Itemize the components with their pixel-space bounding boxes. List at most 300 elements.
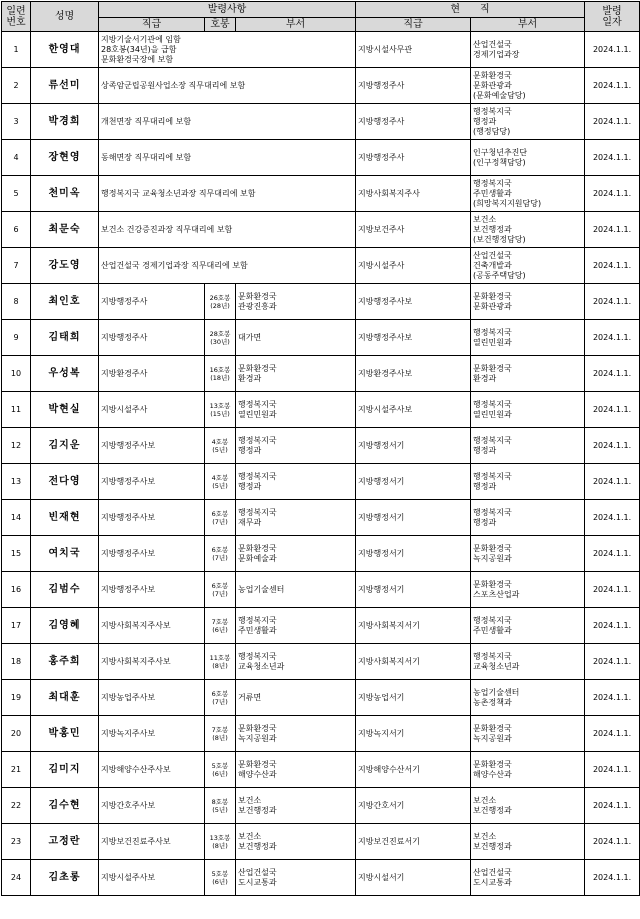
appointment-step-line: 5호봉 [211, 761, 229, 770]
current-dept-line: 행정과 [473, 116, 497, 126]
current-rank: 지방사회복지주사 [356, 176, 471, 212]
appointment-dept-line: 문화예술과 [238, 553, 277, 563]
person-name: 우성복 [31, 356, 99, 392]
current-rank: 지방행정주사보 [356, 284, 471, 320]
current-dept-line: 행정복지국 [473, 471, 512, 481]
appointment-step-line: (7년) [212, 553, 228, 562]
current-dept [471, 284, 585, 320]
table-row [2, 500, 640, 536]
appointment-dept [236, 716, 356, 752]
row-number: 18 [2, 644, 31, 680]
appointment-dept-line: 환경과 [238, 373, 262, 383]
appointment-date: 2024.1.1. [585, 860, 640, 896]
appointment-dept-line: 문화환경국 [238, 759, 277, 769]
current-dept-line: 스포츠산업과 [473, 589, 520, 599]
current-dept-line: 행정복지국 [473, 651, 512, 661]
current-dept-line: 산업건설국 [473, 39, 512, 49]
current-dept-line: (행정담당) [473, 126, 511, 136]
appointment-step-line: 6호봉 [211, 581, 229, 590]
appointment-rank [99, 392, 205, 428]
current-dept-line: 보건소 [473, 795, 497, 805]
person-name: 천미옥 [31, 176, 99, 212]
appointment-step-line: 7호봉 [211, 725, 229, 734]
appointment-step-line: (8년) [212, 661, 228, 670]
current-dept-line: 행정복지국 [473, 507, 512, 517]
appointment-step-line: (30년) [210, 337, 230, 346]
appointment-step-line: 5호봉 [211, 869, 229, 878]
row-number: 24 [2, 860, 31, 896]
person-name: 최문숙 [31, 212, 99, 248]
person-name: 최인호 [31, 284, 99, 320]
current-dept [471, 824, 585, 860]
row-number: 17 [2, 608, 31, 644]
table-row [2, 32, 640, 68]
appointment-rank [99, 644, 205, 680]
appointment-dept-line: 행정복지국 [238, 435, 277, 445]
row-number: 21 [2, 752, 31, 788]
current-dept-line: 건축개발과 [473, 260, 512, 270]
appointment-rank [99, 500, 205, 536]
appointment-step [205, 320, 236, 356]
appointment-rank [99, 284, 205, 320]
current-rank: 지방농업서기 [356, 680, 471, 716]
current-dept [471, 140, 585, 176]
row-number: 16 [2, 572, 31, 608]
appointment-dept-line: 문화환경국 [238, 723, 277, 733]
table-row [2, 176, 640, 212]
appointment-step [205, 392, 236, 428]
appointment-step-line: 8호봉 [211, 797, 229, 806]
appointment-dept [236, 824, 356, 860]
appointment-step-line: 13호봉 [209, 833, 231, 842]
appointment-rank-line: 지방농업주사보 [101, 692, 156, 702]
person-name: 김영혜 [31, 608, 99, 644]
table-row [2, 536, 640, 572]
appointment-date: 2024.1.1. [585, 284, 640, 320]
current-dept [471, 248, 585, 284]
current-dept-line: 행정과 [473, 445, 497, 455]
current-dept-line: 교육청소년과 [473, 661, 520, 671]
row-number: 22 [2, 788, 31, 824]
appointment-step [205, 608, 236, 644]
row-number: 11 [2, 392, 31, 428]
current-dept-line: 보건행정과 [473, 841, 512, 851]
current-dept [471, 608, 585, 644]
table-header [2, 2, 640, 32]
current-dept-line: 주민생활과 [473, 625, 512, 635]
appointment-rank-line: 지방사회복지주사보 [101, 656, 171, 666]
appointment-dept-line: 해양수산과 [238, 769, 277, 779]
appointment-step-line: (5년) [212, 805, 228, 814]
appointment-dept [236, 752, 356, 788]
appointment-dept-line: 행정복지국 [238, 651, 277, 661]
table-row [2, 716, 640, 752]
current-dept-line: 해양수산과 [473, 769, 512, 779]
table-row [2, 788, 640, 824]
appointment-dept-line: 문화환경국 [238, 291, 277, 301]
appointment-rank-line: 지방시설주사 [101, 404, 148, 414]
appointment-text-line: 상족암군립공원사업소장 직무대리에 보함 [101, 80, 246, 90]
appointment-step-line: (15년) [210, 409, 230, 418]
appointment-rank-line: 지방행정주사보 [101, 440, 156, 450]
personnel-appointment-table [1, 1, 640, 896]
person-name: 박경희 [31, 104, 99, 140]
appointment-dept-line: 도시교통과 [238, 877, 277, 887]
appointment-step-line: (7년) [212, 517, 228, 526]
current-dept-line: (문화예술담당) [473, 90, 526, 100]
current-dept-line: 행정복지국 [473, 178, 512, 188]
current-dept-line: 보건행정과 [473, 224, 512, 234]
appointment-rank-line: 지방행정주사 [101, 332, 148, 342]
appointment-rank-line: 지방환경주사 [101, 368, 148, 378]
current-dept-line: 행정복지국 [473, 615, 512, 625]
current-dept [471, 68, 585, 104]
row-number: 1 [2, 32, 31, 68]
appointment-step-line: (6년) [212, 877, 228, 886]
current-dept-line: 행정과 [473, 481, 497, 491]
appointment-date: 2024.1.1. [585, 572, 640, 608]
appointment-rank [99, 680, 205, 716]
table-row [2, 752, 640, 788]
current-rank: 지방행정서기 [356, 572, 471, 608]
appointment-text [99, 32, 356, 68]
header-name: 성명 [31, 2, 99, 32]
current-dept-line: 인구청년추진단 [473, 147, 528, 157]
person-name: 여치국 [31, 536, 99, 572]
current-dept-line: 환경과 [473, 373, 497, 383]
current-dept [471, 176, 585, 212]
row-number: 2 [2, 68, 31, 104]
appointment-dept-line: 주민생활과 [238, 625, 277, 635]
current-dept [471, 464, 585, 500]
row-number: 9 [2, 320, 31, 356]
appointment-date: 2024.1.1. [585, 32, 640, 68]
current-dept-line: 문화환경국 [473, 759, 512, 769]
row-number: 4 [2, 140, 31, 176]
appointment-text [99, 248, 356, 284]
current-rank: 지방녹지서기 [356, 716, 471, 752]
person-name: 박현실 [31, 392, 99, 428]
appointment-date: 2024.1.1. [585, 176, 640, 212]
appointment-rank-line: 지방사회복지주사보 [101, 620, 171, 630]
appointment-date: 2024.1.1. [585, 140, 640, 176]
appointment-date: 2024.1.1. [585, 536, 640, 572]
appointment-dept [236, 860, 356, 896]
header-current-dept: 부서 [471, 18, 585, 32]
appointment-rank [99, 464, 205, 500]
appointment-text-line: 문화환경국장에 보함 [101, 54, 174, 64]
current-dept [471, 788, 585, 824]
current-rank: 지방환경주사보 [356, 356, 471, 392]
appointment-date: 2024.1.1. [585, 464, 640, 500]
person-name: 한영대 [31, 32, 99, 68]
current-dept-line: 도시교통과 [473, 877, 512, 887]
current-dept-line: (희망복지지원담당) [473, 198, 542, 208]
current-dept [471, 680, 585, 716]
appointment-date: 2024.1.1. [585, 824, 640, 860]
current-dept-line: 문화환경국 [473, 70, 512, 80]
current-dept [471, 428, 585, 464]
appointment-step [205, 824, 236, 860]
appointment-dept-line: 녹지공원과 [238, 733, 277, 743]
current-dept [471, 860, 585, 896]
appointment-date: 2024.1.1. [585, 788, 640, 824]
current-dept-line: 농촌정책과 [473, 697, 512, 707]
table-body [2, 32, 640, 896]
row-number: 20 [2, 716, 31, 752]
current-rank: 지방행정서기 [356, 500, 471, 536]
appointment-text-line: 산업건설국 경제기업과장 직무대리에 보함 [101, 260, 248, 270]
appointment-rank-line: 지방녹지주사보 [101, 728, 156, 738]
current-dept-line: (보건행정담당) [473, 234, 526, 244]
appointment-date: 2024.1.1. [585, 752, 640, 788]
current-dept [471, 644, 585, 680]
appointment-rank-line: 지방해양수산주사보 [101, 764, 171, 774]
current-rank: 지방해양수산서기 [356, 752, 471, 788]
person-name: 고정란 [31, 824, 99, 860]
appointment-rank [99, 320, 205, 356]
appointment-rank-line: 지방행정주사보 [101, 512, 156, 522]
appointment-dept-line: 관광진흥과 [238, 301, 277, 311]
current-dept-line: 열린민원과 [473, 409, 512, 419]
appointment-dept [236, 392, 356, 428]
appointment-dept-line: 거류면 [238, 692, 262, 702]
appointment-rank-line: 지방행정주사보 [101, 584, 156, 594]
current-dept [471, 104, 585, 140]
appointment-text-line: 개천면장 직무대리에 보함 [101, 116, 192, 126]
appointment-step [205, 500, 236, 536]
appointment-step [205, 680, 236, 716]
person-name: 장현영 [31, 140, 99, 176]
appointment-step-line: 11호봉 [209, 653, 231, 662]
appointment-step-line: 28호봉 [209, 329, 231, 338]
current-dept-line: 문화환경국 [473, 543, 512, 553]
header-rank: 직급 [99, 18, 205, 32]
appointment-dept [236, 680, 356, 716]
appointment-step-line: (6년) [212, 625, 228, 634]
appointment-dept-line: 행정과 [238, 445, 262, 455]
current-dept [471, 500, 585, 536]
header-dept: 부서 [236, 18, 356, 32]
appointment-step [205, 428, 236, 464]
table-row [2, 140, 640, 176]
person-name: 박홍민 [31, 716, 99, 752]
current-dept-line: (인구정책담당) [473, 157, 526, 167]
current-rank: 지방행정주사 [356, 68, 471, 104]
current-rank: 지방간호서기 [356, 788, 471, 824]
current-rank: 지방행정주사보 [356, 320, 471, 356]
table-row [2, 320, 640, 356]
current-dept-line: (공동주택담당) [473, 270, 526, 280]
table-row [2, 644, 640, 680]
appointment-rank [99, 572, 205, 608]
appointment-dept-line: 열린민원과 [238, 409, 277, 419]
row-number: 12 [2, 428, 31, 464]
appointment-text [99, 68, 356, 104]
current-rank: 지방행정서기 [356, 464, 471, 500]
current-rank: 지방보건진료서기 [356, 824, 471, 860]
table-row [2, 284, 640, 320]
appointment-dept [236, 500, 356, 536]
appointment-text-line: 지방기술서기관에 임함 [101, 34, 181, 44]
appointment-date: 2024.1.1. [585, 104, 640, 140]
current-dept [471, 212, 585, 248]
appointment-step [205, 644, 236, 680]
table-row [2, 608, 640, 644]
person-name: 김미지 [31, 752, 99, 788]
appointment-rank-line: 지방간호주사보 [101, 800, 156, 810]
appointment-date: 2024.1.1. [585, 68, 640, 104]
appointment-rank [99, 716, 205, 752]
row-number: 23 [2, 824, 31, 860]
row-number: 19 [2, 680, 31, 716]
current-rank: 지방사회복지서기 [356, 608, 471, 644]
appointment-dept [236, 320, 356, 356]
current-dept [471, 32, 585, 68]
appointment-dept-line: 농업기술센터 [238, 584, 285, 594]
current-rank: 지방행정서기 [356, 536, 471, 572]
appointment-step [205, 788, 236, 824]
appointment-date: 2024.1.1. [585, 212, 640, 248]
appointment-dept-line: 보건행정과 [238, 841, 277, 851]
person-name: 빈재현 [31, 500, 99, 536]
table-row [2, 824, 640, 860]
table-row [2, 680, 640, 716]
appointment-dept [236, 356, 356, 392]
appointment-dept [236, 284, 356, 320]
appointment-dept-line: 교육청소년과 [238, 661, 285, 671]
header-no: 일련 번호 [2, 2, 31, 32]
appointment-step-line: 6호봉 [211, 545, 229, 554]
appointment-date: 2024.1.1. [585, 644, 640, 680]
person-name: 김초롱 [31, 860, 99, 896]
appointment-step-line: (18년) [210, 373, 230, 382]
current-rank: 지방시설사무관 [356, 32, 471, 68]
appointment-rank [99, 824, 205, 860]
appointment-rank-line: 지방시설주사보 [101, 872, 156, 882]
appointment-step [205, 356, 236, 392]
current-dept-line: 문화환경국 [473, 363, 512, 373]
current-rank: 지방사회복지서기 [356, 644, 471, 680]
person-name: 김범수 [31, 572, 99, 608]
person-name: 최대훈 [31, 680, 99, 716]
current-dept-line: 행정복지국 [473, 327, 512, 337]
current-dept-line: 산업건설국 [473, 250, 512, 260]
appointment-dept [236, 536, 356, 572]
current-dept [471, 716, 585, 752]
row-number: 6 [2, 212, 31, 248]
current-rank: 지방행정주사 [356, 104, 471, 140]
current-rank: 지방행정서기 [356, 428, 471, 464]
current-dept-line: 문화관광과 [473, 80, 512, 90]
current-dept-line: 행정복지국 [473, 106, 512, 116]
appointment-step [205, 716, 236, 752]
current-dept [471, 320, 585, 356]
appointment-step-line: (8년) [212, 841, 228, 850]
appointment-step-line: (5년) [212, 481, 228, 490]
appointment-dept [236, 572, 356, 608]
appointment-dept [236, 644, 356, 680]
appointment-dept-line: 산업건설국 [238, 867, 277, 877]
current-dept [471, 356, 585, 392]
appointment-step-line: (8년) [212, 733, 228, 742]
appointment-step-line: 16호봉 [209, 365, 231, 374]
current-dept-line: 문화환경국 [473, 579, 512, 589]
appointment-dept-line: 행정복지국 [238, 615, 277, 625]
current-dept-line: 보건소 [473, 831, 497, 841]
current-dept [471, 536, 585, 572]
appointment-rank [99, 860, 205, 896]
current-dept-line: 문화환경국 [473, 723, 512, 733]
current-dept-line: 문화환경국 [473, 291, 512, 301]
row-number: 10 [2, 356, 31, 392]
current-dept-line: 행정과 [473, 517, 497, 527]
appointment-step [205, 536, 236, 572]
appointment-dept-line: 행정복지국 [238, 507, 277, 517]
appointment-rank [99, 536, 205, 572]
person-name: 김지운 [31, 428, 99, 464]
table-row [2, 212, 640, 248]
appointment-dept [236, 428, 356, 464]
appointment-text-line: 28호봉(34년)을 급함 [101, 44, 177, 54]
person-name: 김태희 [31, 320, 99, 356]
table-row [2, 464, 640, 500]
appointment-step-line: 4호봉 [211, 437, 229, 446]
current-rank: 지방시설서기 [356, 860, 471, 896]
appointment-step-line: 7호봉 [211, 617, 229, 626]
current-dept-line: 보건소 [473, 214, 497, 224]
current-dept-line: 녹지공원과 [473, 553, 512, 563]
row-number: 15 [2, 536, 31, 572]
row-number: 13 [2, 464, 31, 500]
appointment-rank [99, 608, 205, 644]
appointment-date: 2024.1.1. [585, 716, 640, 752]
person-name: 전다영 [31, 464, 99, 500]
table-row [2, 104, 640, 140]
appointment-step-line: (6년) [212, 769, 228, 778]
appointment-text-line: 행정복지국 교육청소년과장 직무대리에 보함 [101, 188, 256, 198]
appointment-dept-line: 보건소 [238, 795, 262, 805]
appointment-dept-line: 대가면 [238, 332, 262, 342]
appointment-dept-line: 행정복지국 [238, 399, 277, 409]
row-number: 3 [2, 104, 31, 140]
current-dept-line: 보건행정과 [473, 805, 512, 815]
appointment-text [99, 104, 356, 140]
appointment-rank [99, 752, 205, 788]
appointment-rank-line: 지방보건진료주사보 [101, 836, 171, 846]
current-rank: 지방시설주사 [356, 248, 471, 284]
appointment-date: 2024.1.1. [585, 320, 640, 356]
current-dept-line: 행정복지국 [473, 399, 512, 409]
table-row [2, 428, 640, 464]
table-row [2, 68, 640, 104]
current-dept-line: 농업기술센터 [473, 687, 520, 697]
current-dept-line: 경제기업과장 [473, 49, 520, 59]
row-number: 7 [2, 248, 31, 284]
appointment-dept [236, 608, 356, 644]
appointment-date: 2024.1.1. [585, 680, 640, 716]
appointment-step-line: 6호봉 [211, 689, 229, 698]
appointment-dept-line: 문화환경국 [238, 543, 277, 553]
appointment-step-line: 13호봉 [209, 401, 231, 410]
header-date: 발령 일자 [585, 2, 640, 32]
appointment-dept [236, 788, 356, 824]
current-dept-line: 산업건설국 [473, 867, 512, 877]
current-dept-line: 열린민원과 [473, 337, 512, 347]
appointment-date: 2024.1.1. [585, 356, 640, 392]
appointment-dept-line: 보건행정과 [238, 805, 277, 815]
person-name: 김수현 [31, 788, 99, 824]
